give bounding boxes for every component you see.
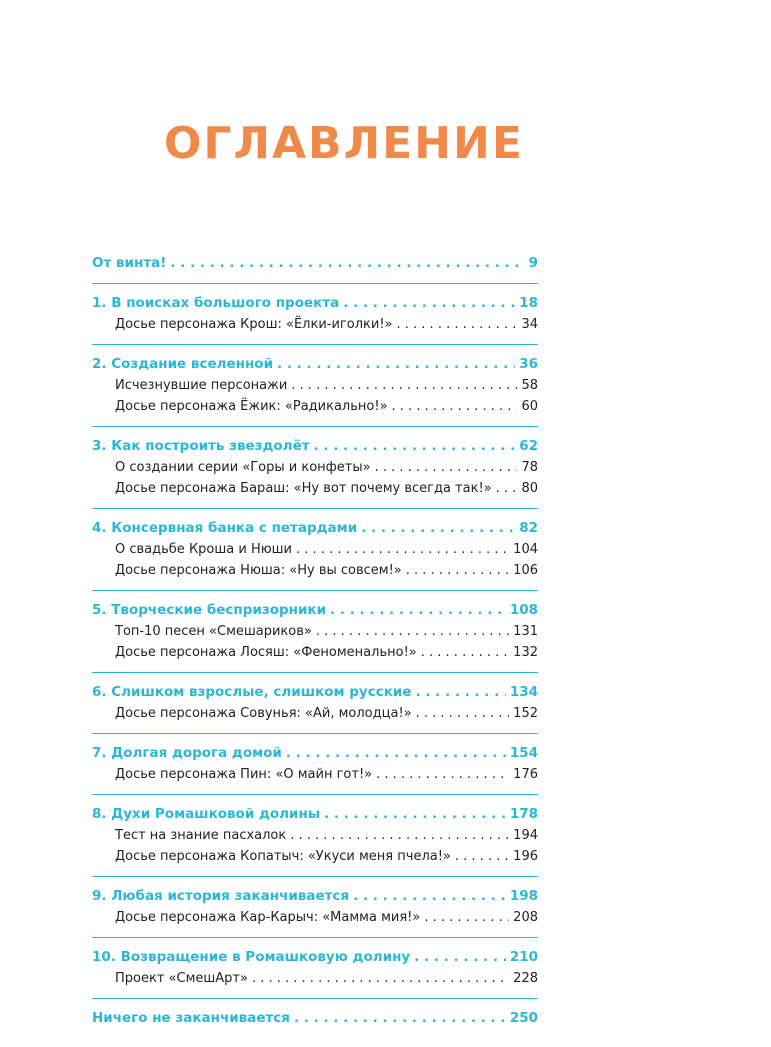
dot-leader [343,293,515,314]
toc-subitem[interactable] [92,764,538,785]
page-number: 82 [519,520,538,536]
toc-section [92,886,538,938]
chapter-title: От винта! [92,255,167,271]
page-number: 80 [521,481,538,496]
dot-leader [296,539,509,560]
dot-leader [406,560,509,581]
page-number: 134 [509,684,538,700]
chapter-title: 8. Духи Ромашковой долины [92,806,321,822]
page-number: 228 [513,971,538,986]
toc-section [92,600,538,673]
subitem-title: Досье персонажа Крош: «Ёлки-иголки!» [115,317,393,332]
page-title: ОГЛАВЛЕНИЕ [164,118,524,169]
subitem-title: Досье персонажа Ёжик: «Радикально!» [115,399,388,414]
toc-section [92,354,538,427]
dot-leader [324,804,506,825]
toc-section [92,253,538,284]
dot-leader [414,947,506,968]
chapter-title: Ничего не заканчивается [92,1010,290,1026]
chapter-title: 2. Создание вселенной [92,356,274,372]
toc-chapter[interactable] [92,743,538,764]
toc-section [92,293,538,345]
subitem-title: О создании серии «Горы и конфеты» [115,460,371,475]
dot-leader [286,743,506,764]
chapter-title: 4. Консервная банка с петардами [92,520,358,536]
page-number: 154 [509,745,538,761]
dot-leader [170,253,524,274]
toc-subitem[interactable] [92,703,538,724]
page-number: 78 [521,460,538,475]
toc-subitem[interactable] [92,314,538,335]
toc-subitem[interactable] [92,621,538,642]
page-number: 106 [513,563,538,578]
dot-leader [416,682,506,703]
subitem-title: Исчезнувшие персонажи [115,378,288,393]
toc-subitem[interactable] [92,825,538,846]
page-number: 198 [509,888,538,904]
toc-subitem[interactable] [92,968,538,989]
subitem-title: О свадьбе Кроша и Нюши [115,542,293,557]
dot-leader [397,314,518,335]
subitem-title: Проект «СмешАрт» [115,971,248,986]
toc-chapter[interactable] [92,600,538,621]
toc-chapter[interactable] [92,804,538,825]
subitem-title: Досье персонажа Копатыч: «Укуси меня пчела!» [115,849,451,864]
subitem-title: Тест на знание пасхалок [115,828,287,843]
page-number: 104 [513,542,538,557]
subitem-title: Досье персонажа Бараш: «Ну вот почему всегда так!» [115,481,492,496]
page-number: 108 [509,602,538,618]
toc-chapter[interactable] [92,518,538,539]
toc-chapter[interactable] [92,253,538,274]
page-number: 196 [513,849,538,864]
toc-chapter[interactable] [92,436,538,457]
chapter-title: 10. Возвращение в Ромашковую долину [92,949,411,965]
toc-chapter[interactable] [92,682,538,703]
page-number: 208 [513,910,538,925]
page-number: 131 [513,624,538,639]
toc-subitem[interactable] [92,642,538,663]
dot-leader [290,825,509,846]
toc-section [92,743,538,795]
page-number: 178 [509,806,538,822]
page-number: 132 [513,645,538,660]
page-number: 58 [521,378,538,393]
toc-section [92,1008,538,1038]
page-number: 210 [509,949,538,965]
dot-leader [421,642,509,663]
dot-leader [416,703,510,724]
dot-leader [361,518,515,539]
toc-section [92,436,538,509]
dot-leader [291,375,517,396]
chapter-title: 6. Слишком взрослые, слишком русские [92,684,412,700]
subitem-title: Досье персонажа Пин: «О майн гот!» [115,767,373,782]
toc-subitem[interactable] [92,539,538,560]
chapter-title: 5. Творческие беспризорники [92,602,327,618]
subitem-title: Досье персонажа Лосяш: «Феноменально!» [115,645,417,660]
dot-leader [376,764,509,785]
toc-chapter[interactable] [92,293,538,314]
toc-chapter[interactable] [92,886,538,907]
toc-section [92,804,538,877]
toc-subitem[interactable] [92,846,538,867]
page-number: 62 [519,438,538,454]
toc-chapter[interactable] [92,354,538,375]
subitem-title: Досье персонажа Кар-Карыч: «Мамма мия!» [115,910,421,925]
page-number: 250 [509,1010,538,1026]
table-of-contents [92,253,538,1047]
toc-chapter[interactable] [92,947,538,968]
page-number: 194 [513,828,538,843]
dot-leader [455,846,509,867]
subitem-title: Досье персонажа Совунья: «Ай, молодца!» [115,706,412,721]
page-number: 9 [528,255,538,271]
chapter-title: 1. В поисках большого проекта [92,295,340,311]
dot-leader [252,968,509,989]
toc-chapter[interactable] [92,1008,538,1029]
page-number: 34 [521,317,538,332]
dot-leader [392,396,518,417]
chapter-title: 3. Как построить звездолёт [92,438,310,454]
page-number: 18 [519,295,538,311]
chapter-title: 7. Долгая дорога домой [92,745,282,761]
dot-leader [375,457,518,478]
toc-subitem[interactable] [92,396,538,417]
dot-leader [314,436,516,457]
page-number: 152 [513,706,538,721]
toc-section [92,518,538,591]
subitem-title: Топ-10 песен «Смешариков» [115,624,312,639]
dot-leader [496,478,518,499]
subitem-title: Досье персонажа Нюша: «Ну вы совсем!» [115,563,402,578]
page-number: 176 [513,767,538,782]
page-number: 36 [519,356,538,372]
dot-leader [277,354,515,375]
chapter-title: 9. Любая история заканчивается [92,888,350,904]
dot-leader [294,1008,506,1029]
toc-subitem[interactable] [92,560,538,581]
dot-leader [353,886,506,907]
toc-subitem[interactable] [92,907,538,928]
toc-section [92,947,538,999]
dot-leader [424,907,509,928]
toc-subitem[interactable] [92,375,538,396]
toc-section [92,682,538,734]
toc-subitem[interactable] [92,478,538,499]
dot-leader [316,621,509,642]
page-number: 60 [521,399,538,414]
toc-subitem[interactable] [92,457,538,478]
dot-leader [330,600,506,621]
